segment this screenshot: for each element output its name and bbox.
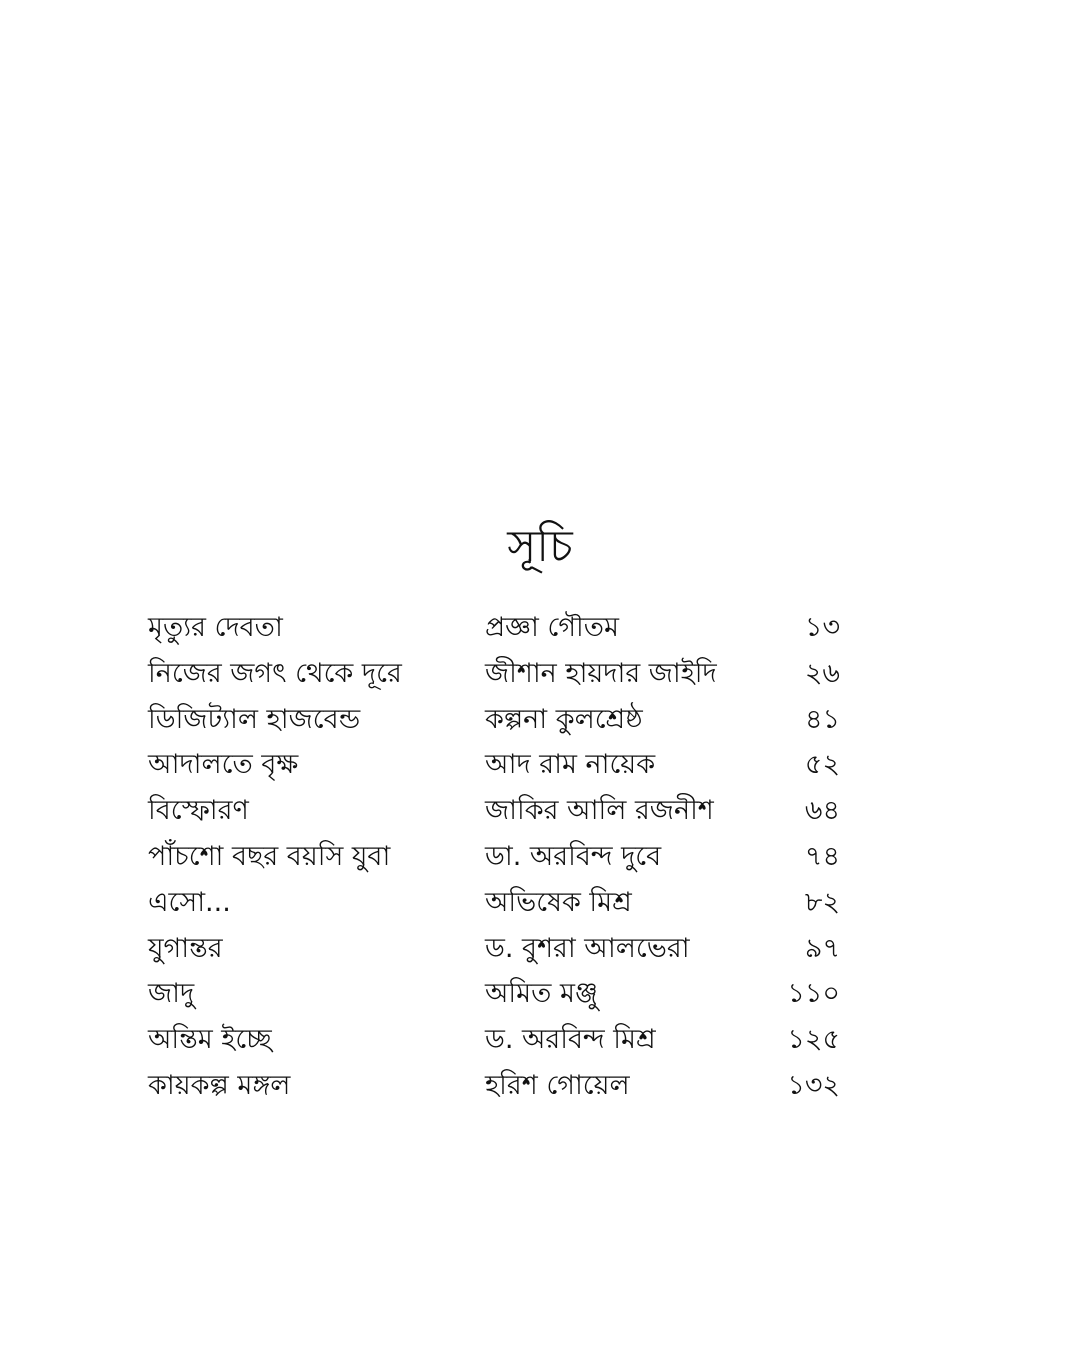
story-title: ডিজিট্যাল হাজবেন্ড (148, 703, 361, 735)
story-author: কল্পনা কুলশ্রেষ্ঠ (485, 703, 643, 735)
toc-list (148, 608, 848, 1112)
toc-entry (148, 608, 848, 654)
story-title: আদালতে বৃক্ষ (148, 749, 299, 781)
story-page-number: ১৩২ (787, 1069, 840, 1101)
story-page-number: ৭৪ (804, 840, 840, 872)
story-author: হরিশ গোয়েল (485, 1069, 630, 1101)
toc-entry (148, 745, 848, 791)
story-author: অমিত মঞ্জু (485, 978, 599, 1010)
story-title: বিস্ফোরণ (148, 795, 249, 827)
story-page-number: ৬৪ (804, 795, 840, 827)
toc-entry (148, 654, 848, 700)
toc-entry (148, 791, 848, 837)
story-title: এসো... (148, 886, 231, 918)
story-author: ড. অরবিন্দ মিশ্র (485, 1024, 656, 1056)
toc-entry (148, 837, 848, 883)
toc-entry (148, 974, 848, 1020)
toc-entry (148, 1020, 848, 1066)
story-title: জাদু (148, 978, 195, 1010)
story-author: আদ রাম নায়েক (485, 749, 656, 781)
story-author: অভিষেক মিশ্র (485, 886, 632, 918)
story-title: কায়কল্প মঙ্গল (148, 1069, 291, 1101)
toc-entry (148, 929, 848, 975)
story-page-number: ৫২ (804, 749, 840, 781)
story-author: প্রজ্ঞা গৌতম (485, 612, 620, 643)
story-title: নিজের জগৎ থেকে দূরে (148, 657, 402, 689)
story-author: ড. বুশরা আলভেরা (485, 932, 690, 964)
story-title: মৃত্যুর দেবতা (148, 612, 283, 643)
story-page-number: ৯৭ (804, 932, 840, 964)
story-title: পাঁচশো বছর বয়সি যুবা (148, 840, 391, 872)
story-title: অন্তিম ইচ্ছে (148, 1024, 272, 1056)
story-author: জাকির আলি রজনীশ (485, 795, 714, 827)
story-author: ডা. অরবিন্দ দুবে (485, 840, 662, 872)
story-page-number: ৮২ (804, 886, 840, 918)
story-page-number: ২৬ (804, 657, 840, 689)
story-page-number: ১২৫ (787, 1024, 840, 1056)
story-page-number: ৪১ (804, 703, 840, 735)
toc-entry (148, 1066, 848, 1112)
toc-heading: সূচি (507, 521, 573, 573)
story-page-number: ১১০ (787, 978, 840, 1010)
story-title: যুগান্তর (148, 932, 223, 964)
story-author: জীশান হায়দার জাইদি (485, 657, 717, 689)
story-page-number: ১৩ (804, 612, 840, 643)
toc-entry (148, 700, 848, 746)
toc-entry (148, 883, 848, 929)
